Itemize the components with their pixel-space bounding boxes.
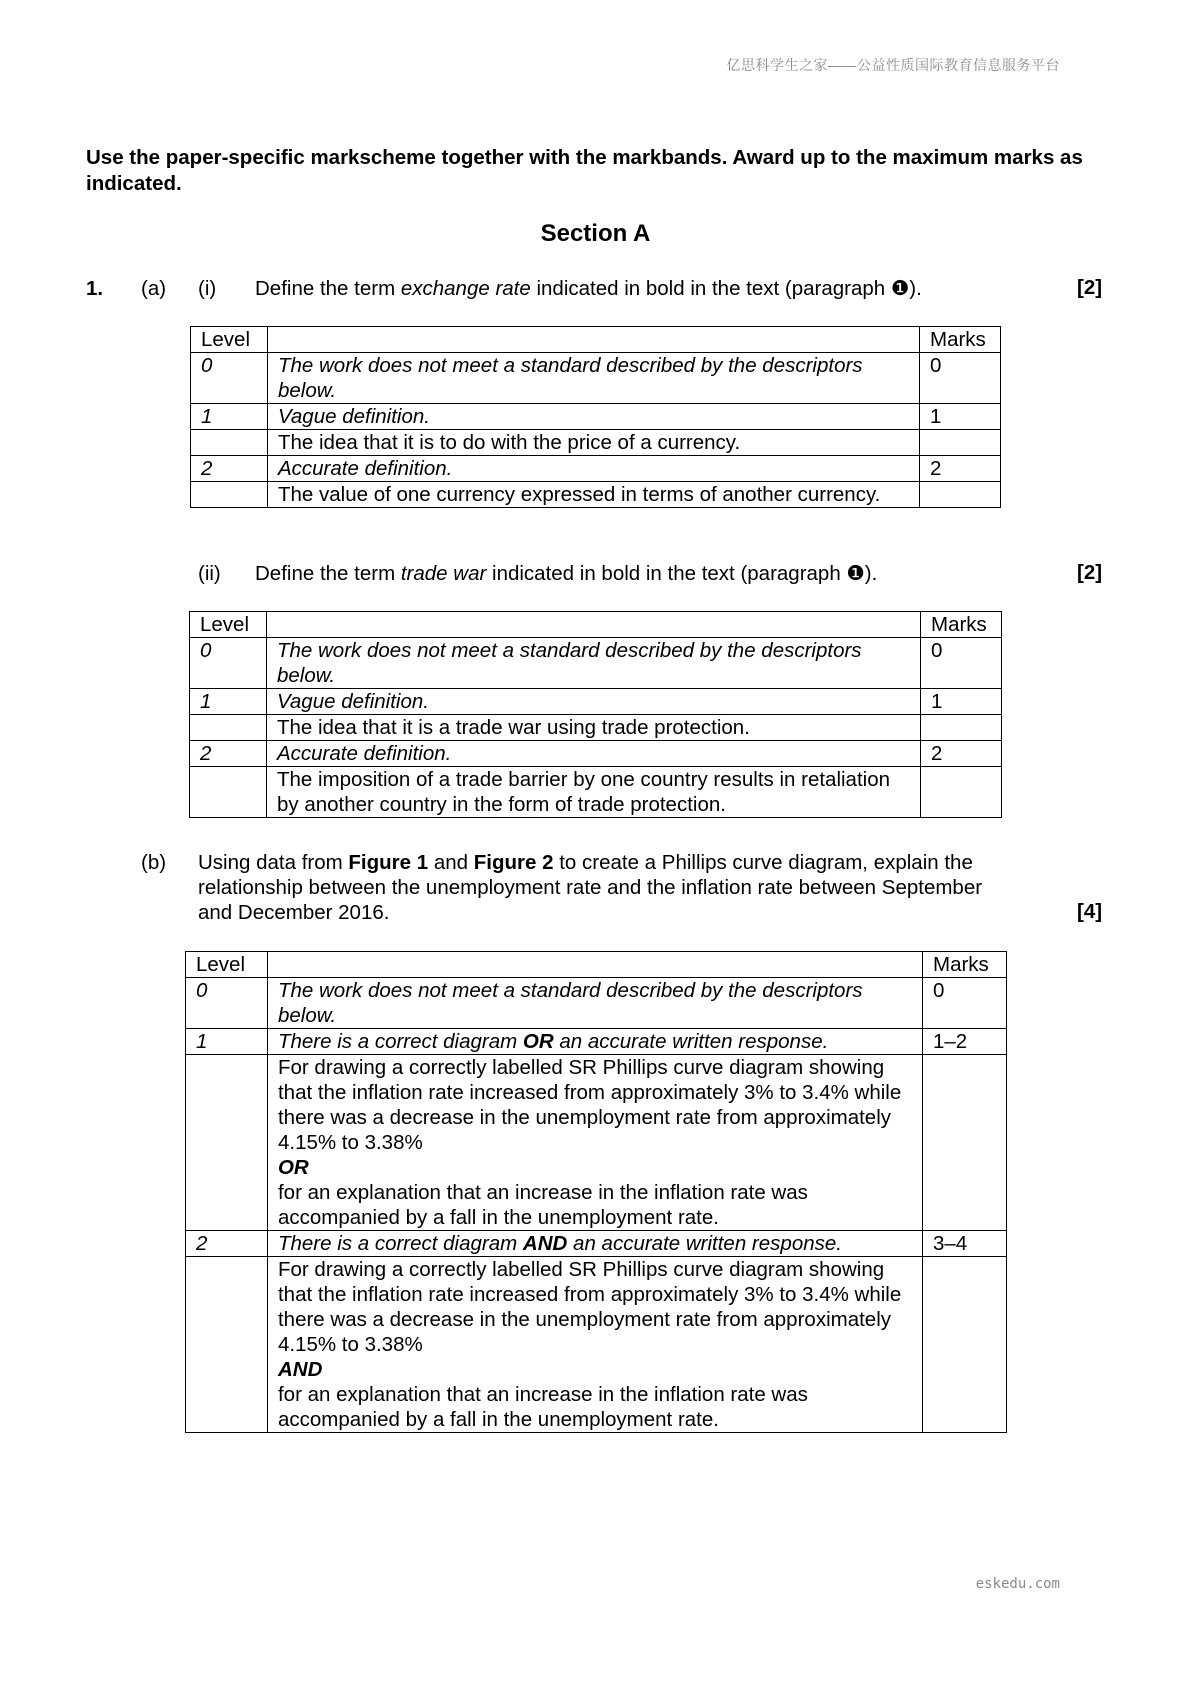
question-a-i-text: Define the term exchange rate indicated in bold in the text (paragraph ❶). [255,277,922,300]
marks-header: Marks [920,327,1001,353]
part-b-label: (b) [141,851,167,874]
detail-line: For drawing a correctly labelled SR Phillips curve diagram showing that the inflation rate increased from approximately 3% to 3.4% while there was a decrease in the unemployment rate from approximately 4.15% to 3.38% [277,1258,902,1356]
marks-cell [920,430,1001,456]
desc-cell: The work does not meet a standard described by the descriptors below. [267,978,922,1029]
detail-line: for an explanation that an increase in the inflation rate was accompanied by a fall in the unemployment rate. [277,1181,808,1229]
and-keyword: AND [522,1232,568,1255]
marks-cell: 1 [921,689,1002,715]
level-cell: 1 [186,1029,268,1055]
section-title: Section A [540,220,651,247]
figure-2-ref: Figure 2 [473,851,554,874]
level-cell [186,1257,268,1433]
page-footer: eskedu.com [975,1576,1060,1592]
detail-line: for an explanation that an increase in the inflation rate was accompanied by a fall in the unemployment rate. [277,1383,808,1431]
desc-header [267,952,922,978]
table-row [190,715,1002,741]
page-header: 亿思科学生之家——公益性质国际教育信息服务平台 [726,57,1060,73]
desc-cell: The work does not meet a standard described by the descriptors below. [266,638,920,689]
desc-cell: The value of one currency expressed in terms of another currency. [267,482,919,508]
question-a-ii-text: Define the term trade war indicated in bold in the text (paragraph ❶). [255,562,878,585]
part-a-label: (a) [141,277,167,300]
level-cell: 0 [186,978,268,1029]
marks-cell [921,767,1002,818]
desc-cell: Vague definition. [266,689,920,715]
marks-cell: 0 [923,978,1007,1029]
desc-header [267,327,919,353]
table-row [191,456,1001,482]
level-cell [191,430,268,456]
question-number: 1. [86,277,104,300]
level-cell: 1 [191,404,268,430]
markband-table-a-i [190,326,1001,508]
figure-1-ref: Figure 1 [348,851,429,874]
table-row [186,1257,1007,1433]
desc-cell: Accurate definition. [266,741,920,767]
markband-table-a-ii [189,611,1002,818]
instructions: Use the paper-specific markscheme together with the markbands. Award up to the maximum marks as indicated. [86,146,1083,195]
level-cell: 0 [191,353,268,404]
level-cell [186,1055,268,1231]
level-header: Level [191,327,268,353]
level-cell [190,715,267,741]
desc-cell: The idea that it is a trade war using trade protection. [266,715,920,741]
detail-line: For drawing a correctly labelled SR Phillips curve diagram showing that the inflation rate increased from approximately 3% to 3.4% while there was a decrease in the unemployment rate from approximately 4.15% to 3.38% [277,1056,902,1154]
table-header-row [186,952,1007,978]
desc-cell [267,1257,922,1433]
level-cell: 0 [190,638,267,689]
table-row [191,430,1001,456]
table-row [191,482,1001,508]
or-keyword: OR [522,1030,554,1053]
marks-cell: 3–4 [923,1231,1007,1257]
desc-cell: The idea that it is to do with the price of a currency. [267,430,919,456]
part-ii-label: (ii) [198,562,221,585]
level-header: Level [186,952,268,978]
table-header-row [190,612,1002,638]
table-row [190,741,1002,767]
marks-cell [921,715,1002,741]
desc-cell: Vague definition. [267,404,919,430]
table-row [190,767,1002,818]
marks-a-i: [2] [1077,276,1103,299]
term-exchange-rate: exchange rate [400,277,531,300]
part-i-label: (i) [198,277,217,300]
marks-cell: 1–2 [923,1029,1007,1055]
marks-b: [4] [1077,900,1103,923]
marks-cell: 1 [920,404,1001,430]
level-cell: 2 [186,1231,268,1257]
level-cell [190,767,267,818]
marks-header: Marks [923,952,1007,978]
marks-cell: 2 [921,741,1002,767]
table-row [186,1231,1007,1257]
level-cell: 2 [190,741,267,767]
question-b-text: Using data from Figure 1 and Figure 2 to create a Phillips curve diagram, explain the relationship between the unemployment rate and the inflation rate between September and December 2016. [198,851,983,924]
marks-cell: 2 [920,456,1001,482]
level-header: Level [190,612,267,638]
table-row [190,638,1002,689]
desc-cell [267,1055,922,1231]
marks-cell [923,1257,1007,1433]
table-row [186,1055,1007,1231]
level-cell: 2 [191,456,268,482]
table-row [186,1029,1007,1055]
desc-cell: The work does not meet a standard described by the descriptors below. [267,353,919,404]
table-row [186,978,1007,1029]
table-header-row [191,327,1001,353]
marks-cell [923,1055,1007,1231]
level-cell [191,482,268,508]
term-trade-war: trade war [400,562,487,585]
desc-header [266,612,920,638]
markband-table-b [185,951,1007,1433]
table-row [191,404,1001,430]
connector-and: AND [277,1358,323,1381]
table-row [190,689,1002,715]
table-row [191,353,1001,404]
desc-cell: There is a correct diagram AND an accurate written response. [267,1231,922,1257]
marks-cell: 0 [920,353,1001,404]
connector-or: OR [277,1156,309,1179]
marks-cell: 0 [921,638,1002,689]
marks-a-ii: [2] [1077,561,1103,584]
desc-cell: There is a correct diagram OR an accurate written response. [267,1029,922,1055]
marks-header: Marks [921,612,1002,638]
level-cell: 1 [190,689,267,715]
marks-cell [920,482,1001,508]
desc-cell: Accurate definition. [267,456,919,482]
desc-cell: The imposition of a trade barrier by one country results in retaliation by another country in the form of trade protection. [266,767,920,818]
